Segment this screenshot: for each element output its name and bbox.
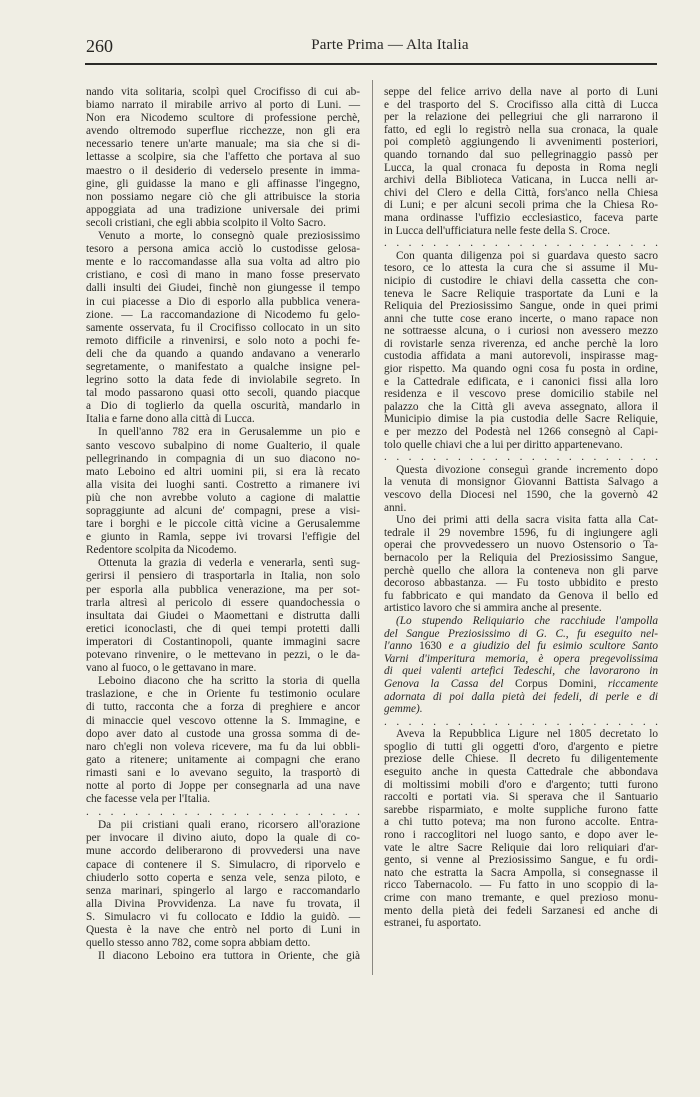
text-line: di quei valenti artefici Tedeschi, che lavorarono in [384, 665, 658, 678]
page-number: 260 [86, 36, 113, 56]
paragraph [384, 250, 658, 452]
text-line: fu fabbricato e qui mandato da Genova il bello ed [384, 589, 658, 602]
text-line: nicipio di custodire le chiavi della cassetta che con- [384, 274, 658, 287]
text-line: fatto, ed egli lo registrò nella sua cronaca, la quale [384, 123, 658, 136]
text-line: santo vescovo subalpino di nome Gualterio, il quale [86, 439, 360, 452]
text-line: naro ch'egli non voleva ricevere, ma fu da lui obbli- [86, 740, 360, 753]
text-line: cristiano, e così di mano in mano fosse preservato [86, 269, 360, 282]
text-line: a Dio di toglierlo da quella oscurità, mandarlo in [86, 400, 360, 413]
text-line: maestro o il desiderio di vederselo presente in imma- [86, 164, 360, 177]
text-line: Leboino diacono che ha scritto la storia di quella [98, 675, 360, 688]
column-divider [372, 80, 373, 975]
text-line: vescovo della Diocesi nel 1590, che la governò 42 [384, 489, 658, 501]
text-line: deli che da quando a quando andavano a venerarlo [86, 347, 360, 360]
text-line: necessario tenere un'arte manuale; ma sia che si di- [86, 138, 360, 151]
text-line: del Sangue Preziosissimo di G. C., fu eseguito nel- [384, 627, 658, 640]
text-line: di tutto, racconta che a forza di preghiere e ancor [86, 701, 360, 714]
running-title: Parte Prima — Alta Italia [311, 37, 469, 53]
text-line: samente osservata, fu il Crocifisso collocato in un sito [86, 321, 360, 334]
text-line: Municipio dimise la pia custodia delle Sacre Reliquie, [384, 413, 658, 426]
text-line: più che non avrebbe voluto a cagione di malattie [86, 491, 360, 504]
text-line: secoli cristiani, che egli abbia scolpito il Volto Sacro. [86, 216, 326, 229]
text-line: gerirsi il pensiero di trasportarla in Italia, non solo [86, 570, 360, 583]
text-line: gato a ritenere; unitamente ai compagni che erano [86, 753, 360, 766]
text-line: Il diacono Leboino era tuttora in Oriente, che già [98, 950, 360, 963]
text-line: capace di contenere il S. Simulacro, di riporvelo e [86, 858, 360, 871]
paragraph [86, 86, 360, 230]
ellipsis-separator: . . . . . . . . . . . . . . . . . . . . . . . [384, 715, 658, 728]
text-line: di minaccie quel vescovo ottenne la S. Immagine, e [86, 714, 360, 727]
header-rule [85, 63, 657, 65]
text-line: estranei, fu asportato. [384, 917, 482, 930]
text-line: seppe del felice arrivo della nave al porto di Luni [384, 86, 658, 98]
text-line: perchè quello che allora la conteneva non gli parve [384, 564, 658, 577]
text-line: alla visita dei luoghi santi. Costretto a rimanere ivi [86, 478, 360, 491]
text-line: Con quanta diligenza poi si guardava questo sacro [396, 249, 658, 262]
text-line: di rovistarle senza riverenza, ed anche perchè la loro [384, 337, 658, 350]
text-line: lettasse a scolpire, sia che l'affetto che portava al suo [86, 151, 360, 164]
text-line: e del trasporto del S. Crocifisso alla città di Lucca [384, 98, 658, 111]
text-line: per esporla alla pubblica venerazione, ma per sot- [86, 583, 360, 596]
text-segment: Genova la Cassa del [384, 677, 515, 690]
text-line: la venuta di monsignor Giovanni Battista Salvago a [384, 476, 658, 489]
text-line: potevano rinvenire, o le mettevano in pezzi, o le da- [86, 649, 360, 662]
text-line: sarebbe risparmiato, e molte suppliche furono fatte [384, 803, 658, 816]
text-line: ricco Tabernacolo. — Fu fatto in uno scoppio di la- [384, 879, 658, 892]
text-line: gior rispetto. Ma quando ogni cosa fu posta in ordine, [384, 363, 658, 376]
text-line: ne sottraesse alcuna, o i curiosi non avessero mezzo [384, 325, 658, 338]
text-line: Lucca, la qual cronaca fu deposta in Roma negli [384, 161, 658, 174]
text-line: e giunto in Ramla, seppe ivi trovarsi l'effigie del [86, 531, 360, 544]
text-line: tare i borghi e le piccole città vicine a Gerusalemme [86, 518, 360, 531]
text-line: Questa divozione conseguì grande incremento dopo [396, 463, 658, 476]
right-column [384, 86, 658, 930]
text-line: remoto difficile a rinvenirsi, e solo noto a pochi fe- [86, 334, 360, 347]
text-line: trarla altresì al pericolo di essere quandochessia o [86, 596, 360, 609]
text-line: tedrale il 29 novembre 1596, fu di ingiungere agli [384, 526, 658, 539]
paragraph [384, 464, 658, 514]
text-line: nando vita solitaria, scolpì quel Crocifisso di cui ab- [86, 86, 360, 98]
text-line: Uno dei primi atti della sacra visita fatta alla Cat- [396, 514, 658, 527]
upright-text-segment: Corpus Domini [515, 677, 594, 690]
text-line: Ottenuta la grazia di vederla e venerarla, sentì sug- [98, 557, 360, 570]
text-line [384, 678, 658, 691]
text-line: Da pii cristiani quali erano, ricorsero all'orazione [98, 819, 360, 832]
text-line: legrino sotto la data fede di inviolabile segreto. In [86, 374, 360, 387]
text-line: notte al porto di Joppe per consegnarla ad una nave [86, 779, 360, 792]
paragraph [86, 675, 360, 806]
text-segment: l'anno [384, 640, 420, 653]
text-line: per invocare il divino aiuto, dopo la quale di co- [86, 832, 360, 845]
upright-text-segment: 1630 [419, 640, 442, 653]
paragraph [86, 950, 360, 963]
text-line: In quell'anno 782 era in Gerusalemme un pio e [98, 426, 360, 439]
paragraph [86, 819, 360, 950]
text-line: Varni d'imperitura memoria, è opera pregevolissima [384, 652, 658, 665]
text-line: insultata dai Giudei o Maomettani e distrutta dalli [86, 609, 360, 622]
text-line: rono i raccoglitori nel luogo santo, e dopo aver le- [384, 829, 658, 842]
text-line: quello stesso anno 782, come sopra abbiam detto. [86, 937, 311, 950]
text-line: crime con mano tremante, e quel prezioso monu- [384, 892, 658, 904]
paragraph [86, 426, 360, 557]
paragraph [384, 86, 658, 237]
text-line: S. Simulacro vi fu collocato e Iddio la guidò. — [86, 910, 360, 923]
text-line: residenza e il vescovo prese domicilio stabile nel [384, 388, 658, 401]
text-line: sopraggiunte ad alcuni de' compagni, prese a visi- [86, 505, 360, 517]
text-line: dopo aver dato al custode una grossa somma di de- [86, 727, 360, 740]
text-line: Reliquia del Preziosissimo Sangue, onde in quei primi [384, 300, 658, 313]
text-line: mune accordo deliberarono di provvedersi una nave [86, 845, 360, 858]
text-line: archivi della Biblioteca Vaticana, in Lucca nelli ar- [384, 174, 658, 187]
text-line: Venuto a morte, lo consegnò quale preziosissimo [98, 230, 360, 243]
paragraph [86, 230, 360, 426]
text-line: tesoro, ce lo attesta la cura che si assume il Mu- [384, 262, 658, 275]
text-line: segretamente, o manifestato a qualche insigne pel- [86, 360, 360, 373]
text-line: senza marinari, spingerlo al largo e raccomandarlo [86, 884, 360, 897]
text-line: chivi del Clero e della Città, fors'anco nella Chiesa [384, 186, 658, 199]
text-line: preziose delle Chiese. Il decreto fu diligentemente [384, 753, 658, 766]
text-line: vate le altre Sacre Reliquie dai loro reliquiari d'ar- [384, 841, 658, 854]
text-line: Non era Nicodemo scultore di professione perchè, [86, 112, 360, 125]
text-line: mente e lo raccomandasse alla sua volta ad altro pio [86, 256, 360, 269]
paragraph [384, 728, 658, 930]
text-line: non possiamo negare ciò che gli attribuisce la storia [86, 190, 360, 203]
text-line: Questa è la nave che entrò nel porto di Luni in [86, 924, 360, 936]
text-line: teneva le Sacre Reliquie trasportate da Luni e la [384, 287, 658, 300]
text-line: alla Divina Provvidenza. La nave fu trovata, il [86, 897, 360, 910]
text-line: mana ordinasse l'uffizio ecclesiastico, faceva parte [384, 211, 658, 224]
text-line: decoroso abbastanza. — Fu tosto ubbidito e presto [384, 577, 658, 590]
text-line: spoglio di tutti gli oggetti d'oro, d'argento e pietre [384, 740, 658, 753]
text-line: mento della pietà dei fedeli Sarzanesi ed anche di [384, 904, 658, 917]
text-line: (Lo stupendo Reliquiario che racchiude l'ampolla [396, 614, 658, 627]
text-line: di moltissimi mobili d'oro e d'argento; tutti furono [384, 778, 658, 791]
text-line: nato che estratta la Sacra Ampolla, si consegnasse il [384, 866, 658, 879]
italic-note-paragraph [384, 615, 658, 716]
text-line: e per mezzo del Podestà nel 1266 consegnò al Capi- [384, 426, 658, 439]
paragraph [86, 557, 360, 675]
text-line: custodia affidata a mani autorevoli, inspirasse mag- [384, 350, 658, 363]
text-line: a chi tutto poteva; ma non furono accolte. Entra- [384, 816, 658, 829]
text-line: gine, gli guidasse la mano e gli affinasse l'ingegno, [86, 177, 360, 190]
text-line: eretici iconoclasti, che di quei tempi protetti dalli [86, 622, 360, 635]
text-line: adornata di poi dalla pietà dei fedeli, di perle e di [384, 690, 658, 703]
text-line [384, 640, 658, 653]
text-line: poi completò aggiungendo li avvenimenti posteriori, [384, 136, 658, 149]
text-line: Redentore scolpita da Nicodemo. [86, 544, 237, 557]
text-line: appoggiata ad una tradizione universale dei primi [86, 203, 360, 216]
text-line: artistico lavoro che si ammira anche al presente. [384, 602, 602, 615]
ellipsis-separator: . . . . . . . . . . . . . . . . . . . . . . . [384, 237, 658, 250]
text-line: e la Cattedrale edificata, e i canonici fissi alla loro [384, 375, 658, 388]
text-line: anni che tutte cose erano incerte, o mano rapace non [384, 312, 658, 325]
text-line: avendo oltremodo superflue ricchezze, non gli era [86, 125, 360, 138]
text-line: operai che provvedessero un nuovo Ostensorio o Ta- [384, 539, 658, 552]
text-line: gento, si venne al Preziosissimo Sangue, e fu ordi- [384, 854, 658, 867]
text-line: raccolti e portati via. Si sperava che il Santuario [384, 791, 658, 804]
text-line: tolo quelle chiavi che a lui per diritto appartenevano. [384, 438, 623, 451]
left-column [86, 86, 360, 963]
text-line: zione. — La raccomandazione di Nicodemo fu gelo- [86, 308, 360, 321]
text-line: per la relazione dei pellegriui che gli narrarono il [384, 111, 658, 124]
text-line: mato Leboino ed altri uomini pii, si era là recato [86, 465, 360, 478]
paragraph [384, 514, 658, 615]
text-line: vano al fuoco, o le gettavano in mare. [86, 662, 257, 675]
text-line: eseguito anche in questa Cattedrale che abbondava [384, 766, 658, 779]
text-line: tesoro a persona amica acciò lo custodisse gelosa- [86, 243, 360, 256]
text-line: dalli insulti dei Giudei, finchè non giungesse il tempo [86, 282, 360, 295]
text-line: rimasti sani e lo avevano seguito, la trasportò di [86, 766, 360, 779]
text-line: Italia e farne dono alla città di Lucca. [86, 413, 255, 426]
text-line: palazzo che la Città gli aveva assegnato, allora il [384, 400, 658, 413]
text-line: che facesse vela per l'Italia. [86, 793, 211, 806]
text-segment: e a giudizio del fu esimio scultore Santo [441, 640, 659, 653]
text-line: chiuderlo sotto coperta e senza vele, senza piloto, e [86, 871, 360, 884]
ellipsis-separator: . . . . . . . . . . . . . . . . . . . . . . . [384, 451, 658, 464]
text-line: in cui piacesse a Dio di esporlo alla pubblica venera- [86, 295, 360, 308]
ellipsis-separator: . . . . . . . . . . . . . . . . . . . . . . . [86, 806, 360, 819]
text-line: bernacolo per la Reliquia del Preziosissimo Sangue, [384, 551, 658, 564]
text-line: di Luni; e per alcuni secoli prima che la Chiesa Ro- [384, 199, 658, 212]
text-line: pellegrinando in compagnia di un suo diacono no- [86, 452, 360, 465]
text-line: quando tornando dal suo pellegrinaggio passò per [384, 148, 658, 161]
text-line: tal modo passarono quasi otto secoli, quando piacque [86, 387, 360, 400]
text-line: Aveva la Repubblica Ligure nel 1805 decretato lo [396, 728, 658, 741]
text-segment: , riccamente [593, 677, 658, 690]
text-line: in Lucca dell'ufficiatura nelle feste della S. Croce. [384, 224, 611, 237]
text-line: gemme). [384, 703, 423, 716]
text-line: biamo narrato il mirabile arrivo al porto di Luni. — [86, 99, 360, 112]
text-line: anni. [384, 501, 407, 514]
text-line: imperatori di Costantinopoli, quante immagini sacre [86, 635, 360, 648]
text-line: traslazione, e che in Oriente fu testimonio oculare [86, 688, 360, 701]
